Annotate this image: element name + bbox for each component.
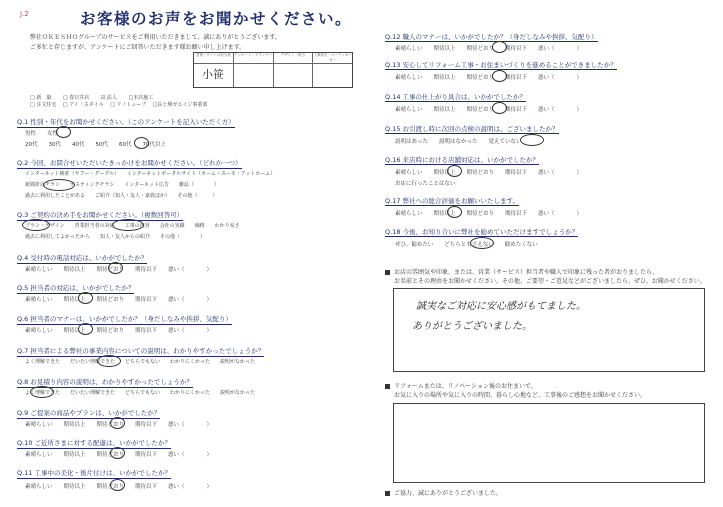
q6-options[interactable]: 素晴らしい 期待以上 期待どおり 期待以下 悪い（ ）	[25, 328, 213, 334]
question-9	[17, 408, 160, 419]
property-type-option[interactable]: □ アイ・スタイル	[62, 102, 104, 108]
q8-options[interactable]: よく理解できた だいたい理解できた どちらでもない わかりにくかった 説明がなかった	[25, 390, 255, 396]
question-text: 担当者の対応は、いかがでしたか？	[30, 284, 135, 292]
stamp-cell-sales	[194, 53, 233, 87]
answer-circle	[56, 126, 71, 138]
question-number: Q.14	[385, 93, 401, 101]
comment2-box[interactable]	[393, 403, 705, 483]
question-text: 弊社への総合評価をお願いいたします。	[402, 197, 520, 205]
stamp-handwritten-name: 小笹	[202, 68, 224, 81]
property-type-option[interactable]: □ 新 築	[30, 95, 52, 101]
question-text: 担当者のマナーは、いかがでしたか？（身だしなみや挨拶、気配り）	[30, 315, 232, 323]
question-text: 性別・年代をお聞かせください。（このアンケートを記入いただく方）	[30, 118, 235, 126]
answer-circle	[78, 323, 93, 335]
answer-circle	[110, 447, 125, 459]
q17-options[interactable]: 素晴らしい 期待以上 期待どおり 期待以下 悪い（ ）	[395, 211, 583, 217]
question-5	[17, 283, 134, 294]
q1-options-line-2[interactable]: 20代 30代 40代 50代 60代 70代以上	[25, 142, 166, 148]
question-text: 安心してリフォーム工事・お住まいづくりを進めることができましたか？	[402, 61, 617, 69]
question-number: Q.6	[17, 315, 29, 323]
stamp-header: デザイン・担当	[274, 53, 313, 64]
question-17	[385, 196, 519, 206]
question-number: Q.4	[17, 254, 29, 262]
question-text: 職人のマナーは、いかがでしたか？（身だしなみや挨拶、気配り）	[402, 33, 598, 41]
comment1-lead-line: お店の雰囲気や印象、または、営業（サービス）担当者や職人で印象に残った者がおりましたら、	[394, 269, 659, 276]
question-number: Q.16	[385, 156, 401, 164]
page-title: お客様のお声をお聞かせください。	[80, 10, 353, 28]
question-number: Q.2	[17, 159, 29, 167]
answer-circle	[22, 219, 50, 231]
question-text: 担当者による弊社の事業内容についての説明は、わかりやすかったでしょうか？	[30, 347, 265, 355]
question-number: Q.17	[385, 197, 401, 205]
question-number: Q.13	[385, 61, 401, 69]
q2-options-line-2[interactable]: 新聞折込チラシ ポスティングチラシ インターネット広告 雑誌（ ）	[25, 182, 219, 188]
property-type-row-1	[30, 94, 153, 101]
question-1	[17, 117, 235, 128]
question-text: 工事の仕上がり具合は、いかがでしたか？	[402, 93, 527, 101]
q13-options[interactable]: 素晴らしい 期待以上 期待どおり 期待以下 悪い（ ）	[395, 75, 583, 81]
comment2-lead-line: お気に入りの場所や気に入りの時間、暮らし心地など、工事後のご感想をお聞かせください。	[394, 392, 647, 399]
question-18	[385, 227, 578, 237]
question-12	[385, 32, 598, 42]
answer-circle	[97, 355, 121, 367]
property-type-option[interactable]: □長土塀ガエイジ事業部	[152, 102, 208, 108]
property-type-option[interactable]: □ 春日井店	[62, 95, 90, 101]
comment2-lead	[385, 382, 646, 400]
q3-options-line-1[interactable]: プラン・デザイン 営業担当者の対応 工事の内容 会社の実績 価格 わかり易さ	[25, 223, 240, 229]
answer-circle	[492, 70, 507, 82]
question-number: Q.15	[385, 125, 401, 133]
comment1-handwriting-1: 誠実なご対応に安心感がもてました。	[416, 301, 586, 312]
bullet-square-icon	[385, 384, 390, 389]
property-type-row-2	[30, 101, 207, 108]
comment1-handwriting-2: ありがとうございました。	[412, 321, 532, 332]
comment1-lead	[385, 268, 706, 286]
question-text: ご契約の決め手をお聞かせください。（複数回答可）	[30, 211, 184, 219]
stamp-cell-construction	[312, 53, 352, 87]
question-7	[17, 346, 264, 357]
question-13	[385, 60, 617, 70]
bullet-square-icon	[385, 491, 390, 496]
question-number: Q.9	[17, 409, 29, 417]
question-16	[385, 155, 539, 165]
answer-circle	[43, 179, 75, 191]
q11-options[interactable]: 素晴らしい 期待以上 期待どおり 期待以下 悪い（ ）	[25, 484, 213, 490]
question-14	[385, 92, 526, 102]
answer-circle	[492, 41, 507, 53]
answer-circle	[108, 262, 123, 274]
q9-options[interactable]: 素晴らしい 期待以上 期待どおり 期待以下 悪い（ ）	[25, 422, 213, 428]
question-text: お見積り内容の説明は、わかりやすかったでしょうか？	[30, 378, 193, 386]
answer-circle	[78, 292, 93, 304]
q5-options[interactable]: 素晴らしい 期待以上 期待どおり 期待以下 悪い（ ）	[25, 297, 213, 303]
question-number: Q.3	[17, 211, 29, 219]
question-15	[385, 124, 559, 134]
footer-text: ご協力、誠にありがとうございました。	[394, 490, 503, 497]
question-10	[17, 438, 171, 449]
answer-circle	[470, 237, 494, 249]
question-11	[17, 468, 171, 479]
q2-options-line-3[interactable]: 過去に利用したことがある ご紹介（知人・友人・家族ほか） その他（ ）	[25, 193, 218, 199]
question-text: ご提案の商品やプランは、いかがでしたか？	[30, 409, 161, 417]
answer-circle	[447, 165, 462, 177]
footer-thanks	[385, 488, 502, 497]
property-type-option[interactable]: □ リノトューブ	[110, 102, 147, 108]
answer-circle	[492, 102, 507, 114]
question-text: 来店時における店舗対応は、いかがでしたか？	[402, 156, 540, 164]
stamp-cell-design	[273, 53, 313, 87]
question-2	[17, 158, 242, 169]
question-number: Q.8	[17, 378, 29, 386]
question-text: ご近所さまに対する配慮は、いかがでしたか？	[34, 439, 171, 447]
q12-options[interactable]: 素晴らしい 期待以上 期待どおり 期待以下 悪い（ ）	[395, 46, 583, 52]
stamp-cell-planner	[233, 53, 273, 87]
comment2-lead-line: リフォームまたは、リノベーション後のお住まいで、	[394, 383, 537, 390]
staff-stamp-table	[193, 52, 353, 88]
intro-line-1: 弊社ＯＫＥＳＨＯグループのサービスをご利用いただきまして、誠にありがとうございます。	[30, 34, 281, 41]
property-type-option[interactable]: ☑ 法人	[100, 95, 117, 101]
question-text: 工事中の美化・後片付けは、いかがでしたか？	[34, 469, 171, 477]
answer-circle	[447, 206, 462, 218]
question-number: Q.18	[385, 228, 401, 236]
q16-options-line-1[interactable]: 素晴らしい 期待以上 期待どおり 期待以下 悪い（ ）	[395, 170, 583, 176]
question-number: Q.7	[17, 347, 29, 355]
answer-circle	[30, 386, 54, 398]
bullet-square-icon	[385, 270, 390, 275]
answer-circle	[110, 417, 125, 429]
question-text: 受付時の電話対応は、いかがでしたか？	[30, 254, 148, 262]
answer-circle	[110, 479, 125, 491]
question-number: Q.10	[17, 439, 33, 447]
q18-options[interactable]: ぜひ、勧めたい どちらとも言えない 勧めたくない	[395, 242, 538, 248]
answer-circle	[134, 137, 149, 149]
question-text: 今回、お問合せいただいたきっかけをお聞かせください。（どれか一つ）	[30, 159, 242, 167]
q2-options-line-1[interactable]: インターネット検索（ヤフー・グーグル） インターネットポータルサイト（カーム・スーモ・アットホーム）	[25, 171, 276, 177]
stamp-header: アンケート・プランナー	[234, 53, 273, 64]
question-text: 今後、お知り合いに弊社を勧めていただけますでしょうか？	[402, 228, 579, 236]
stamp-header: 営業・サイトの担当者	[194, 53, 233, 64]
q14-options[interactable]: 素晴らしい 期待以上 期待どおり 期待以下 悪い（ ）	[395, 107, 583, 113]
question-text: お引渡し時に次回の点検の説明は、ございましたか？	[402, 125, 559, 133]
question-number: Q.5	[17, 284, 29, 292]
answer-circle	[520, 134, 544, 146]
q7-options[interactable]: よく理解できた だいたい理解できた どちらでもない わかりにくかった 説明がなかった	[25, 359, 255, 365]
question-number: Q.11	[17, 469, 33, 477]
answer-circle	[112, 219, 144, 231]
q16-options-line-2[interactable]: お店に行ったことはない	[395, 181, 456, 187]
question-number: Q.12	[385, 33, 401, 41]
question-number: Q.1	[17, 118, 29, 126]
comment1-lead-line: お名前とその理由をお聞かせください。その他、ご要望・ご意見などがございましたら、ぜひ、お聞かせください。	[394, 278, 706, 285]
property-type-option[interactable]: □ 注文住宅	[30, 102, 57, 108]
q10-options[interactable]: 素晴らしい 期待以上 期待どおり 期待以下 悪い（ ）	[25, 452, 213, 458]
q15-options[interactable]: 説明はあった 説明はなかった 覚えていない	[395, 139, 522, 145]
question-6	[17, 314, 232, 325]
question-4	[17, 253, 147, 264]
corner-mark: J.2	[20, 10, 29, 18]
intro-line-2: ご多忙と存じますが、アンケートにご回答いただきます様お願い申し上げます。	[30, 44, 246, 51]
q4-options[interactable]: 素晴らしい 期待以上 期待どおり 期待以下 悪い（ ）	[25, 267, 213, 273]
comment1-box[interactable]	[393, 288, 705, 372]
stamp-header: 工事担当・コーディネーター	[313, 53, 352, 62]
property-type-option[interactable]: □本店施工	[128, 95, 154, 101]
q1-options-line-1[interactable]: 男性 女性	[25, 131, 59, 137]
q3-options-line-2[interactable]: 過去に利用してよかったから 知人・友人からの紹介 その他（ ）	[25, 234, 206, 240]
